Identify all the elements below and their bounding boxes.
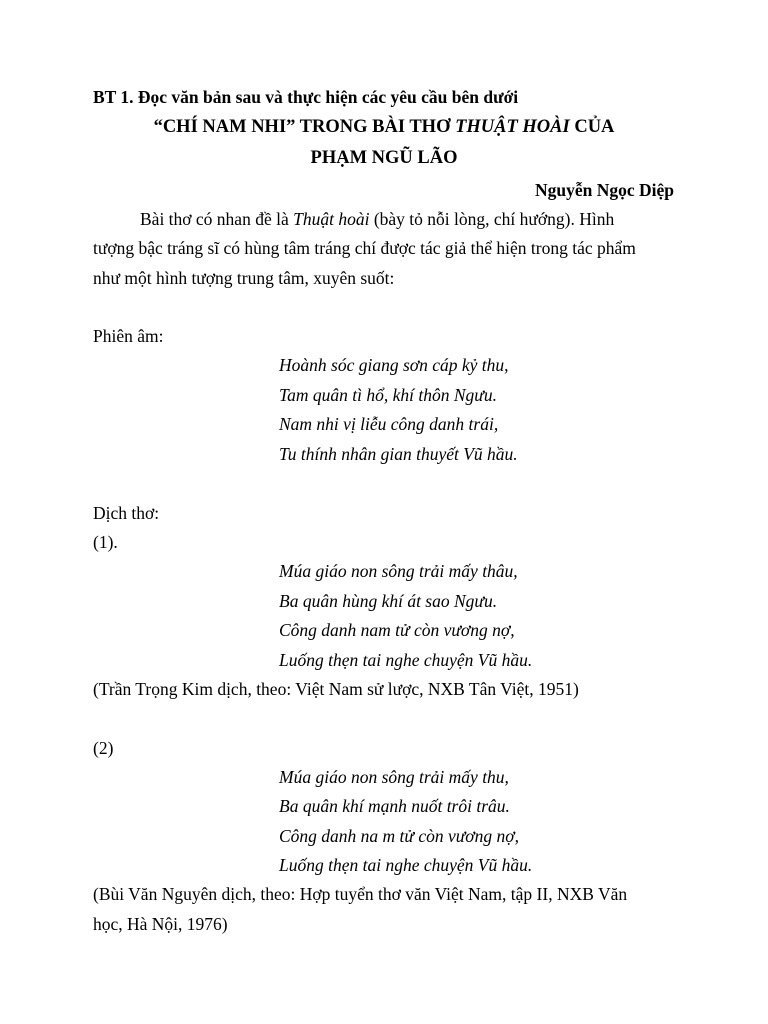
intro-line-1 (140, 209, 614, 229)
phien-am-verse-2: Tam quân tì hổ, khí thôn Ngưu. (279, 385, 497, 405)
intro-poem-name: Thuật hoài (293, 209, 370, 229)
title-poem-name: THUẬT HOÀI (455, 117, 570, 137)
translation-1-source: (Trần Trọng Kim dịch, theo: Việt Nam sử lược, NXB Tân Việt, 1951) (93, 679, 579, 699)
phien-am-label: Phiên âm: (93, 326, 164, 346)
translation-2-verse-4: Luống thẹn tai nghe chuyện Vũ hầu. (279, 855, 533, 875)
translation-2-verse-3: Công danh na m tử còn vương nợ, (279, 826, 519, 846)
translation-2-verse-1: Múa giáo non sông trải mấy thu, (279, 767, 509, 787)
phien-am-verse-3: Nam nhi vị liễu công danh trái, (279, 414, 499, 434)
title-line-1 (0, 117, 768, 137)
translation-1-number: (1). (93, 532, 118, 552)
translation-2-source-line-1: (Bùi Văn Nguyên dịch, theo: Hợp tuyển thơ văn Việt Nam, tập II, NXB Văn (93, 884, 628, 904)
translation-2-number: (2) (93, 738, 114, 758)
intro-text-a: Bài thơ có nhan đề là (140, 209, 294, 229)
phien-am-verse-4: Tu thính nhân gian thuyết Vũ hầu. (279, 444, 518, 464)
title-part-1: “CHÍ NAM NHI” TRONG BÀI THƠ (153, 117, 456, 137)
title-part-3: CỦA (569, 117, 615, 137)
translation-2-source-line-2: học, Hà Nội, 1976) (93, 914, 228, 934)
translation-1-verse-4: Luống thẹn tai nghe chuyện Vũ hầu. (279, 650, 533, 670)
intro-text-c: (bày tỏ nỗi lòng, chí hướng). Hình (369, 209, 615, 229)
intro-line-2: tượng bậc tráng sĩ có hùng tâm tráng chí được tác giả thể hiện trong tác phẩm (93, 238, 636, 258)
phien-am-verse-1: Hoành sóc giang sơn cáp kỷ thu, (279, 355, 509, 375)
author: Nguyễn Ngọc Diệp (534, 180, 674, 200)
translation-1-verse-1: Múa giáo non sông trải mấy thâu, (279, 561, 518, 581)
dich-tho-label: Dịch thơ: (93, 503, 160, 523)
title-line-2: PHẠM NGŨ LÃO (310, 148, 458, 168)
translation-1-verse-2: Ba quân hùng khí át sao Ngưu. (279, 591, 498, 611)
translation-1-verse-3: Công danh nam tử còn vương nợ, (279, 620, 515, 640)
translation-2-verse-2: Ba quân khí mạnh nuốt trôi trâu. (279, 796, 510, 816)
exercise-heading: BT 1. Đọc văn bản sau và thực hiện các yêu cầu bên dưới (93, 87, 519, 107)
intro-line-3: như một hình tượng trung tâm, xuyên suốt: (93, 268, 395, 288)
